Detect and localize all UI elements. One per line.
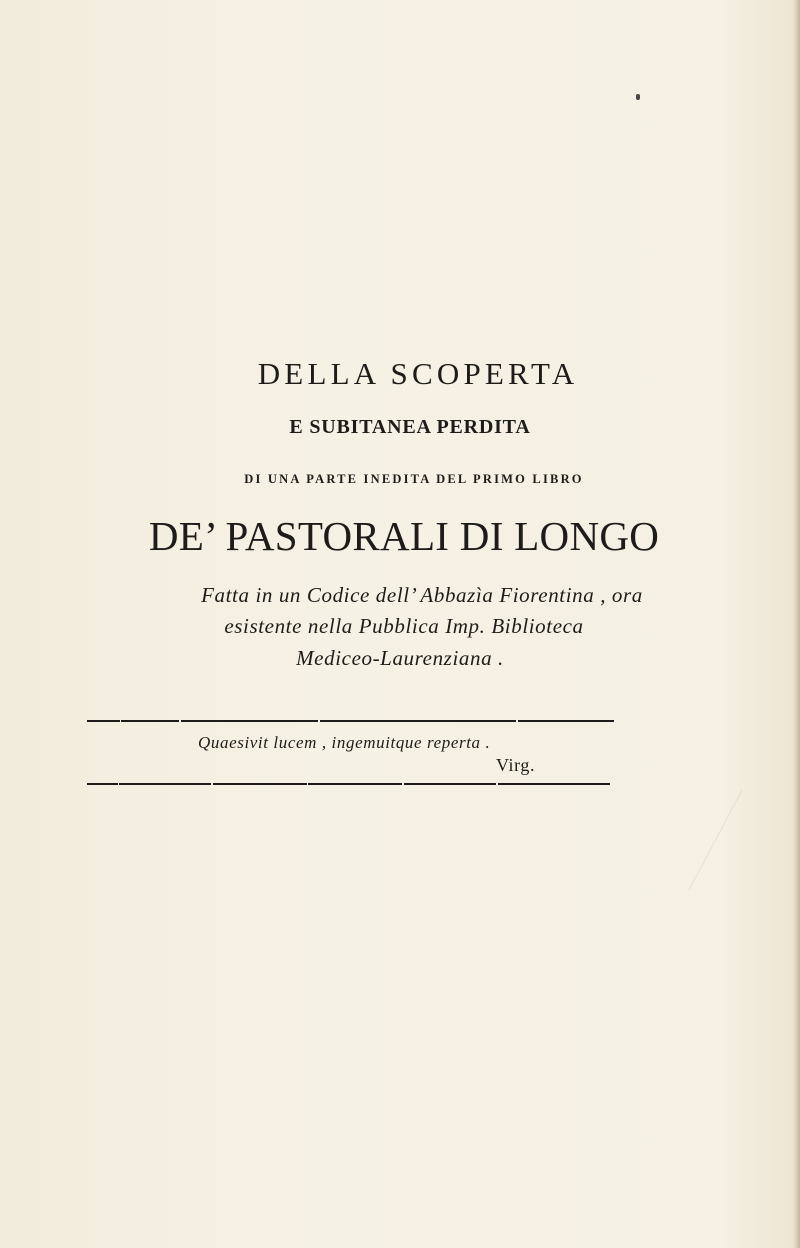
title-line-second: E SUBITANEA PERDITA [289, 416, 531, 438]
epigraph-quote: Quaesivit lucem , ingemuitque reperta . [198, 733, 491, 752]
title-line-third: DI UNA PARTE INEDITA DEL PRIMO LIBRO [244, 472, 584, 486]
subtitle-line-1: Fatta in un Codice dell’ Abbazìa Fiorentina , ora [201, 583, 643, 607]
subtitle-line-2: esistente nella Pubblica Imp. Biblioteca [224, 614, 584, 638]
subtitle-line-3: Mediceo-Laurenziana . [296, 646, 504, 670]
paper-crease [688, 790, 800, 890]
epigraph-attribution: Virg. [496, 755, 536, 775]
title-line-work: DE’ PASTORALI DI LONGO [148, 513, 660, 559]
title-line-main: DELLA SCOPERTA [257, 356, 579, 391]
ink-speck [636, 94, 640, 100]
